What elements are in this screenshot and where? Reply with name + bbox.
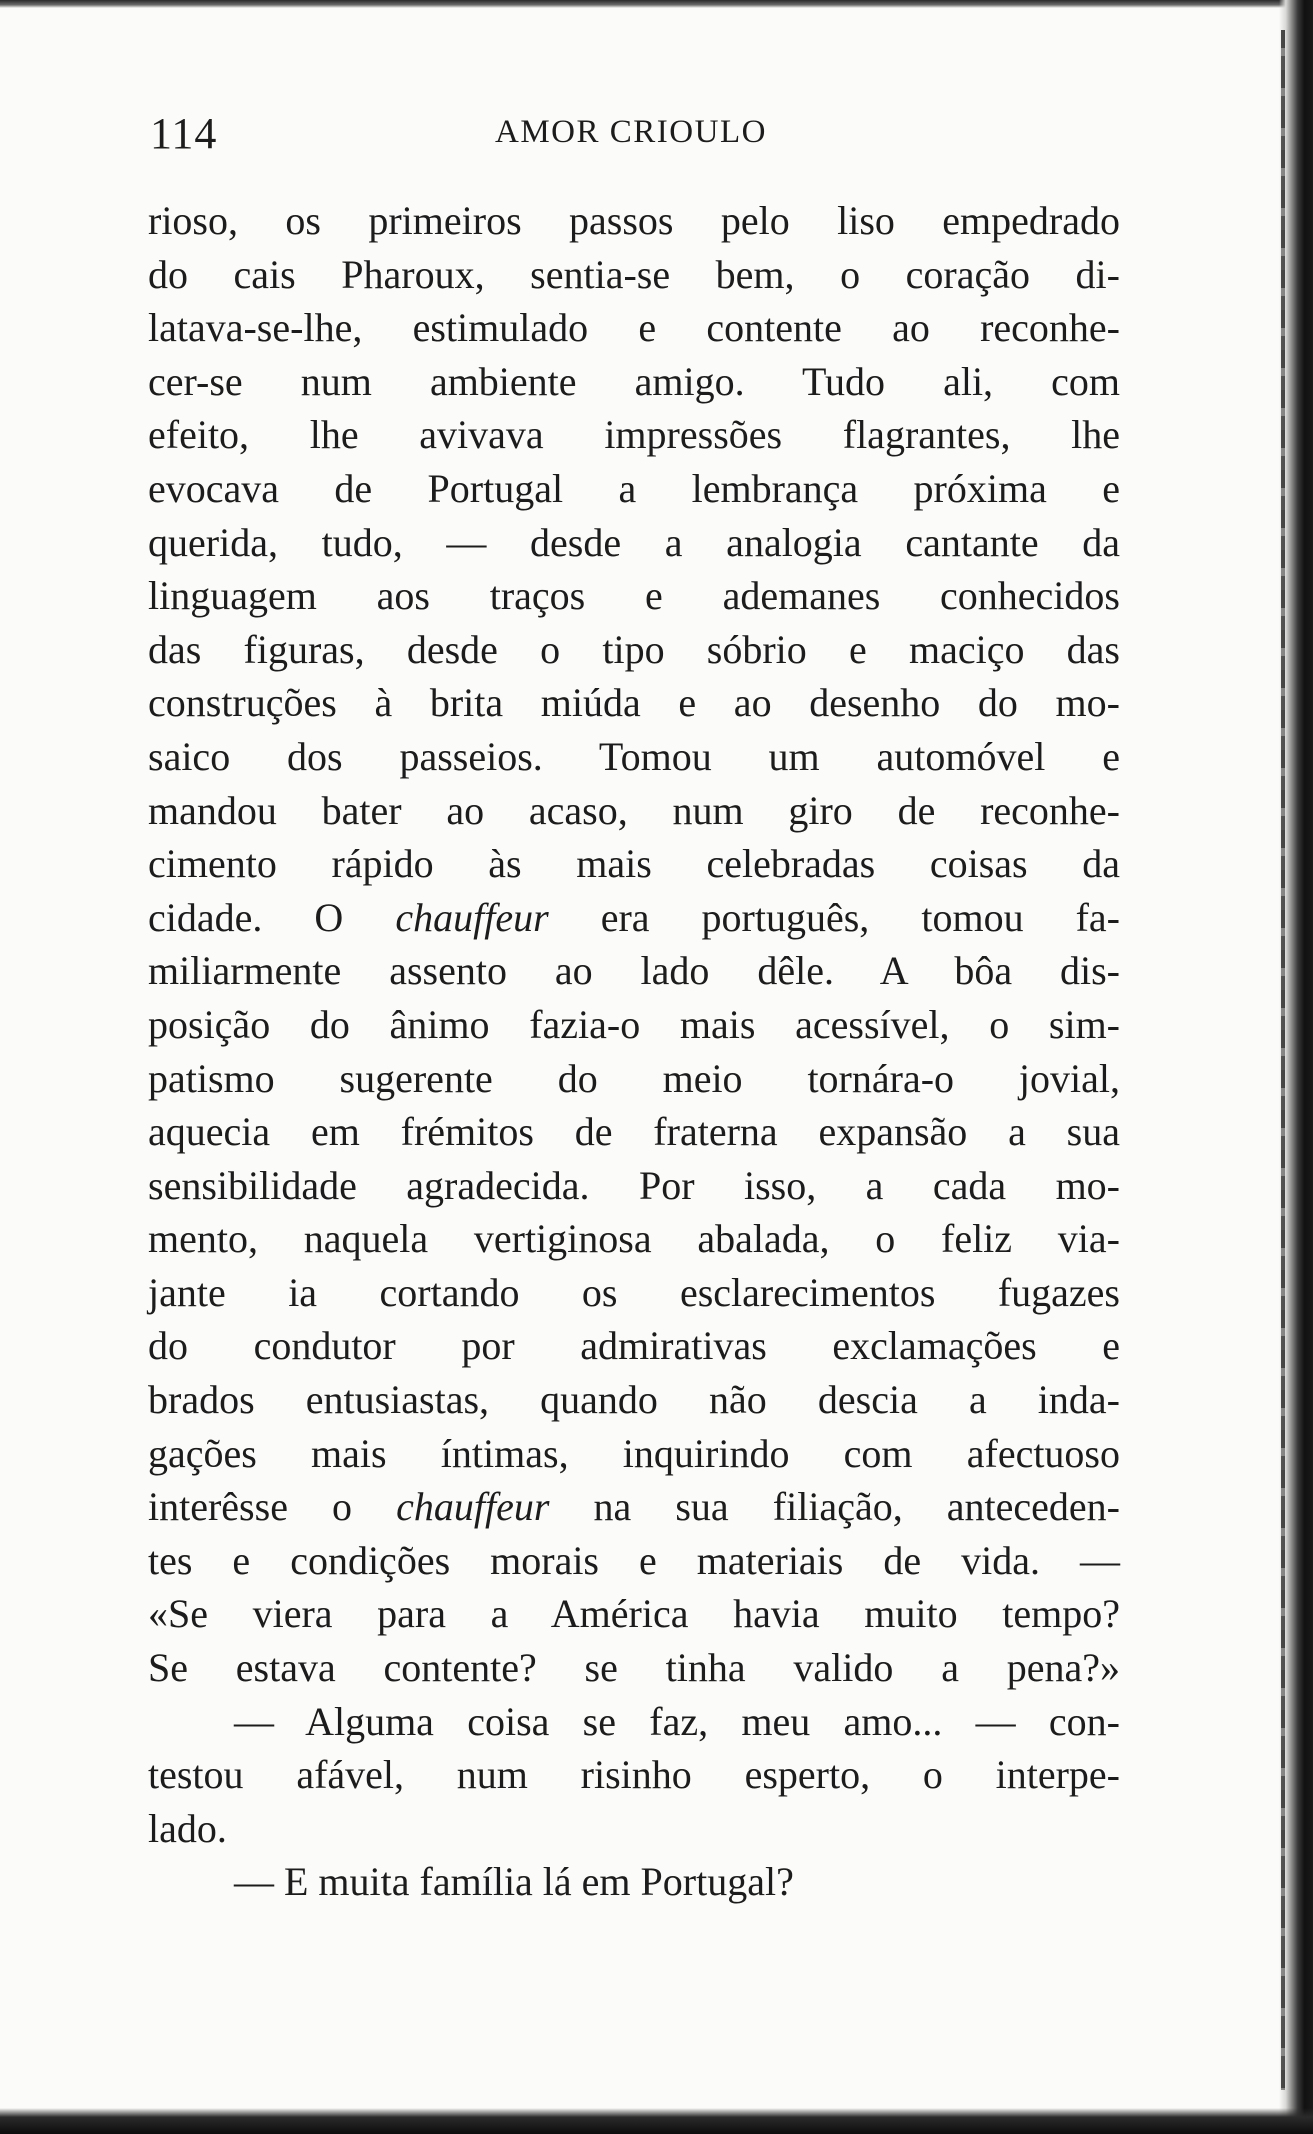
book-spine-shadow [1281,30,1285,2090]
text-line: cer-se num ambiente amigo. Tudo ali, com [148,358,1120,404]
text-segment: cidade. O [148,894,396,940]
text-line: rioso, os primeiros passos pelo liso empedrado [148,198,1120,243]
text-line: jante ia cortando os esclarecimentos fugazes [148,1269,1120,1315]
page-number: 114 [150,109,218,158]
running-head: AMOR CRIOULO [495,114,767,150]
page-edge-bottom [0,2108,1313,2134]
text-line: posição do ânimo fazia-o mais acessível, o sim- [148,1001,1120,1047]
text-segment: era português, tomou fa- [548,894,1121,940]
text-line: latava-se-lhe, estimulado e contente ao reconhe- [148,305,1120,351]
text-line: cimento rápido às mais celebradas coisas da [148,841,1120,887]
body-text [148,194,1120,1909]
text-line: do cais Pharoux, sentia-se bem, o coração di- [148,251,1120,297]
text-segment: interêsse o [148,1484,397,1530]
text-line: Se estava contente? se tinha valido a pena?» [148,1645,1120,1691]
text-line: mento, naquela vertiginosa abalada, o feliz via- [148,1216,1120,1262]
text-line: querida, tudo, — desde a analogia cantante da [148,519,1120,565]
text-segment: na sua filiação, anteceden- [549,1484,1120,1530]
text-line: brados entusiastas, quando não descia a inda- [148,1377,1120,1423]
italic-word: chauffeur [396,1484,550,1530]
text-line: saico dos passeios. Tomou um automóvel e [148,733,1120,779]
text-line: das figuras, desde o tipo sóbrio e maciço das [148,626,1120,672]
text-line: mandou bater ao acaso, num giro de reconhe- [148,787,1120,833]
text-line: efeito, lhe avivava impressões flagrantes, lhe [148,412,1120,458]
text-line: sensibilidade agradecida. Por isso, a cada mo- [148,1162,1120,1208]
text-line: tes e condições morais e materiais de vida. — [148,1537,1120,1583]
text-line: construções à brita miúda e ao desenho do mo- [148,680,1120,726]
text-line: miliarmente assento ao lado dêle. A bôa dis- [148,948,1120,994]
text-line: do condutor por admirativas exclamações e [148,1323,1120,1369]
text-line: lado. [148,1805,227,1851]
text-line: «Se viera para a América havia muito tempo? [148,1591,1120,1637]
text-line: gações mais íntimas, inquirindo com afectuoso [148,1430,1120,1476]
text-line: patismo sugerente do meio tornára-o jovial, [148,1055,1120,1101]
text-line-with-italic [148,1480,1120,1534]
text-line: testou afável, num risinho esperto, o interpe- [148,1752,1120,1798]
text-line-with-italic [148,891,1120,945]
text-line: aquecia em frémitos de fraterna expansão a sua [148,1109,1120,1155]
dialogue-line: — Alguma coisa se faz, meu amo... — con- [234,1698,1120,1744]
italic-word: chauffeur [395,894,549,940]
page-edge-top [0,0,1313,8]
text-line: evocava de Portugal a lembrança próxima e [148,465,1120,511]
dialogue-line: — E muita família lá em Portugal? [234,1859,794,1905]
text-line: linguagem aos traços e ademanes conhecidos [148,573,1120,619]
page-header [150,108,1120,160]
